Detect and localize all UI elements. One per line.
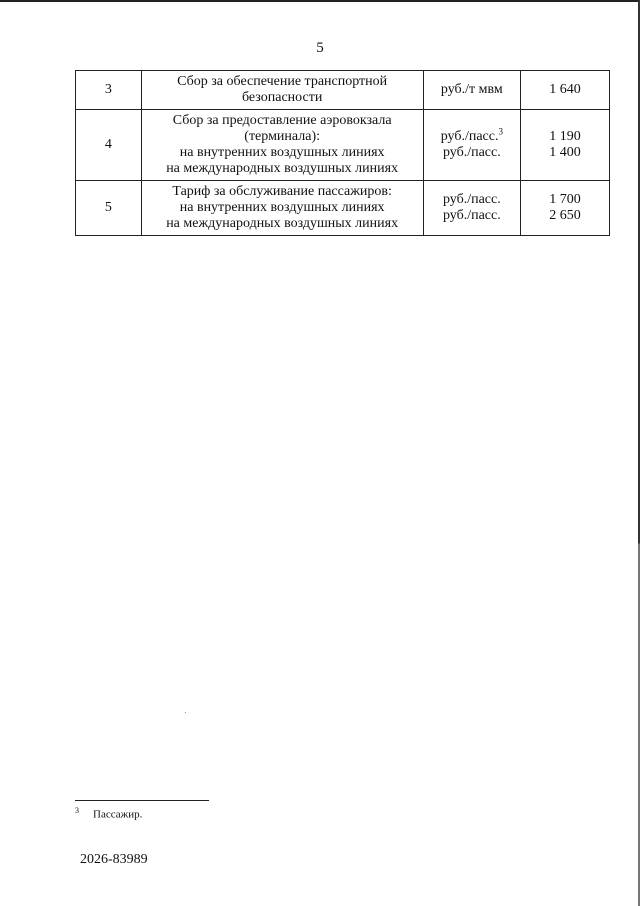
row-name-line: на внутренних воздушных линиях bbox=[179, 200, 385, 215]
row-name-line: (терминала): bbox=[244, 129, 320, 144]
row-value: 1 400 bbox=[549, 145, 581, 160]
row-unit: руб./пасс. bbox=[442, 208, 501, 223]
row-unit-cell bbox=[423, 110, 520, 181]
row-name-line: Сбор за обеспечение транспортной bbox=[177, 74, 388, 89]
row-number: 3 bbox=[76, 71, 142, 110]
row-number: 4 bbox=[76, 110, 142, 181]
scan-speck bbox=[185, 712, 186, 713]
table-row bbox=[76, 110, 610, 181]
document-code: 2026-83989 bbox=[80, 852, 148, 867]
row-unit: руб./т мвм bbox=[423, 71, 520, 110]
page-number: 5 bbox=[316, 40, 324, 56]
row-value: 1 700 bbox=[549, 192, 581, 207]
footnote-mark: 3 bbox=[75, 806, 79, 815]
row-name-cell bbox=[141, 181, 423, 236]
row-name-line: безопасности bbox=[241, 90, 323, 105]
row-unit: руб./пасс. bbox=[442, 145, 501, 160]
row-name-line: Сбор за предоставление аэровокзала bbox=[172, 113, 392, 128]
row-unit: руб./пасс. bbox=[442, 192, 501, 207]
row-value-cell bbox=[520, 110, 609, 181]
row-value: 1 640 bbox=[520, 71, 609, 110]
row-name-line: на международных воздушных линиях bbox=[166, 161, 399, 176]
row-value: 1 190 bbox=[549, 129, 581, 144]
table-row bbox=[76, 181, 610, 236]
row-value-cell bbox=[520, 181, 609, 236]
footnote-ref: 3 bbox=[498, 126, 503, 137]
row-unit-line bbox=[428, 126, 516, 145]
tariff-table bbox=[75, 70, 610, 236]
row-unit-cell bbox=[423, 181, 520, 236]
row-name-cell bbox=[141, 71, 423, 110]
footnote-text: Пассажир. bbox=[93, 808, 143, 821]
scan-edge-top bbox=[0, 0, 640, 2]
row-name-line: на международных воздушных линиях bbox=[166, 216, 399, 231]
row-name-line: Тариф за обслуживание пассажиров: bbox=[172, 184, 392, 199]
row-unit: руб./пасс. bbox=[440, 129, 499, 144]
table-row bbox=[76, 71, 610, 110]
row-name-line: на внутренних воздушных линиях bbox=[179, 145, 385, 160]
row-value: 2 650 bbox=[549, 208, 581, 223]
footnote-rule bbox=[75, 800, 209, 801]
row-number: 5 bbox=[76, 181, 142, 236]
footnote bbox=[75, 806, 142, 821]
row-name-cell bbox=[141, 110, 423, 181]
